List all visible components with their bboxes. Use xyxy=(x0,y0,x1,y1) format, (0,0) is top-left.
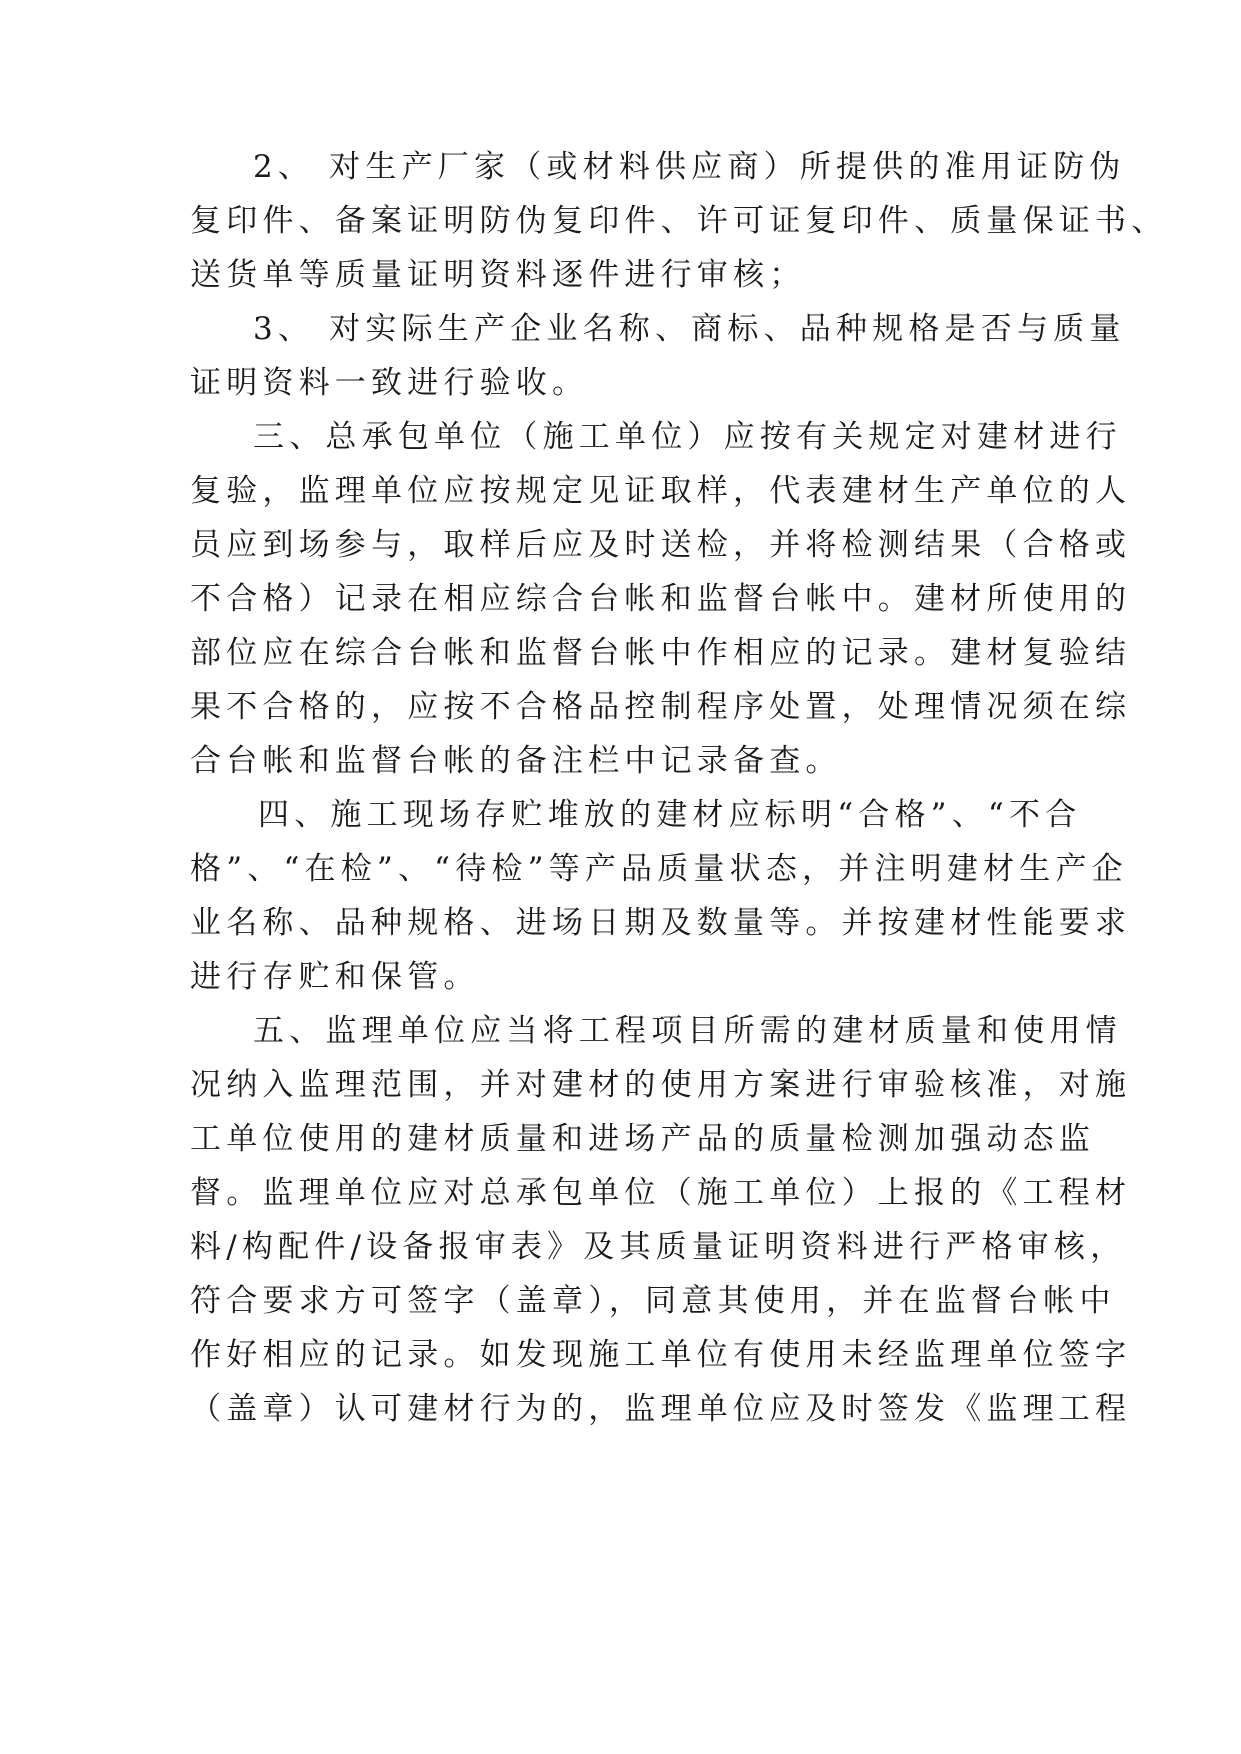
text-line: 工单位使用的建材质量和进场产品的质量检测加强动态监 xyxy=(190,1121,1095,1157)
text-line: 进行存贮和保管。 xyxy=(190,959,480,995)
text-line: 不合格）记录在相应综合台帐和监督台帐中。建材所使用的 xyxy=(190,581,1132,617)
text-line: （盖章）认可建材行为的，监理单位应及时签发《监理工程 xyxy=(190,1391,1132,1427)
text-line: 复验，监理单位应按规定见证取样，代表建材生产单位的人 xyxy=(190,473,1132,509)
text-line: 五、监理单位应当将工程项目所需的建材质量和使用情 xyxy=(253,1013,1122,1049)
text-line: 2、 对生产厂家（或材料供应商）所提供的准用证防伪 xyxy=(253,149,1126,185)
text-line: 料/构配件/设备报审表》及其质量证明资料进行严格审核， xyxy=(190,1229,1127,1265)
text-line: 部位应在综合台帐和监督台帐中作相应的记录。建材复验结 xyxy=(190,635,1132,671)
text-line: 复印件、备案证明防伪复印件、许可证复印件、质量保证书、 xyxy=(190,203,1168,239)
text-line: 况纳入监理范围，并对建材的使用方案进行审验核准，对施 xyxy=(190,1067,1132,1103)
text-line: 四、施工现场存贮堆放的建材应标明“合格”、“不合 xyxy=(258,797,1082,833)
text-line: 格”、“在检”、“待检”等产品质量状态，并注明建材生产企 xyxy=(190,851,1128,887)
text-line: 送货单等质量证明资料逐件进行审核； xyxy=(190,257,806,293)
text-line: 合台帐和监督台帐的备注栏中记录备查。 xyxy=(190,743,842,779)
text-line: 督。监理单位应对总承包单位（施工单位）上报的《工程材 xyxy=(190,1175,1132,1211)
text-line: 员应到场参与，取样后应及时送检，并将检测结果（合格或 xyxy=(190,527,1132,563)
text-line: 果不合格的，应按不合格品控制程序处置，处理情况须在综 xyxy=(190,689,1132,725)
text-line: 业名称、品种规格、进场日期及数量等。并按建材性能要求 xyxy=(190,905,1132,941)
text-line: 符合要求方可签字（盖章），同意其使用，并在监督台帐中 xyxy=(190,1283,1116,1319)
text-line: 证明资料一致进行验收。 xyxy=(190,365,589,401)
text-line: 作好相应的记录。如发现施工单位有使用未经监理单位签字 xyxy=(190,1337,1132,1373)
text-line: 三、总承包单位（施工单位）应按有关规定对建材进行 xyxy=(253,419,1122,455)
text-line: 3、 对实际生产企业名称、商标、品种规格是否与质量 xyxy=(253,311,1126,347)
